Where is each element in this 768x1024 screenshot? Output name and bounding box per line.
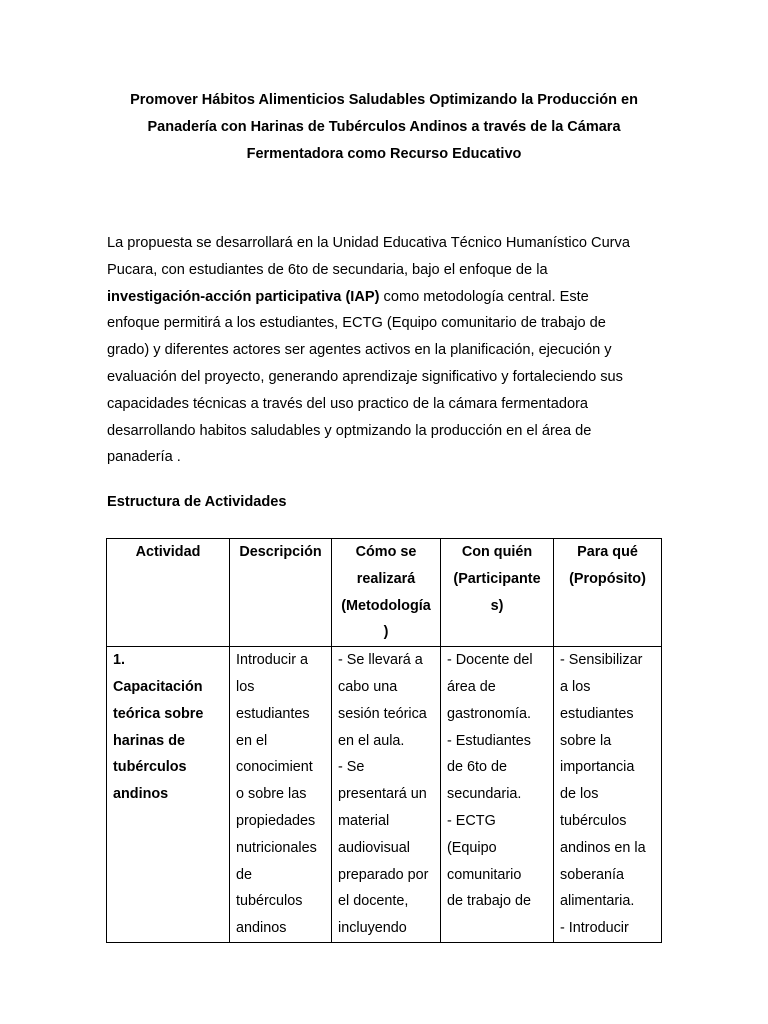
iap-emphasis: investigación-acción participativa (IAP)	[107, 288, 380, 305]
title-line: Panadería con Harinas de Tubérculos Andinos a través de la Cámara	[147, 119, 621, 135]
paragraph-line: evaluación del proyecto, generando aprendizaje significativo y fortaleciendo sus	[107, 368, 623, 385]
intro-paragraph	[107, 230, 667, 471]
paragraph-line: enfoque permitirá a los estudiantes, ECTG (Equipo comunitario de trabajo de	[107, 315, 606, 332]
paragraph-line	[107, 284, 667, 311]
paragraph-line: La propuesta se desarrollará en la Unidad Educativa Técnico Humanístico Curva	[107, 235, 630, 251]
cell-activity: 1. Capacitación teórica sobre harinas de tubérculos andinos	[107, 647, 230, 943]
table-row	[107, 647, 662, 943]
paragraph-line: capacidades técnicas a través del uso practico de la cámara fermentadora	[107, 395, 589, 412]
header-cell-method: Cómo se realizará (Metodología )	[332, 539, 441, 647]
paragraph-line: panadería .	[107, 449, 181, 466]
activities-table	[106, 538, 662, 943]
header-cell-description: Descripción	[230, 539, 332, 647]
header-cell-activity: Actividad	[107, 539, 230, 647]
header-cell-purpose: Para qué (Propósito)	[554, 539, 662, 647]
title-line: Fermentadora como Recurso Educativo	[246, 146, 522, 162]
paragraph-line: desarrollando habitos saludables y optmizando la producción en el área de	[107, 422, 592, 439]
paragraph-line: Pucara, con estudiantes de 6to de secundaria, bajo el enfoque de la	[107, 261, 548, 278]
paragraph-line: grado) y diferentes actores ser agentes activos en la planificación, ejecución y	[107, 342, 612, 359]
cell-participants: - Docente del área de gastronomía. - Estudiantes de 6to de secundaria. - ECTG (Equipo comunitario de trabajo de	[441, 647, 554, 943]
document-title	[106, 87, 662, 168]
title-line: Promover Hábitos Alimenticios Saludables Optimizando la Producción en	[130, 92, 638, 108]
header-cell-participants: Con quién (Participante s)	[441, 539, 554, 647]
paragraph-text: como metodología central. Este	[379, 288, 589, 305]
cell-method: - Se llevará a cabo una sesión teórica en el aula. - Se presentará un material audiovisual preparado por el docente, incluyendo	[332, 647, 441, 943]
table-header-row	[107, 539, 662, 647]
section-heading: Estructura de Actividades	[107, 494, 287, 510]
cell-purpose: - Sensibilizar a los estudiantes sobre la importancia de los tubérculos andinos en la soberanía alimentaria. - Introducir	[554, 647, 662, 943]
cell-description: Introducir a los estudiantes en el conocimient o sobre las propiedades nutricionales de tubérculos andinos	[230, 647, 332, 943]
